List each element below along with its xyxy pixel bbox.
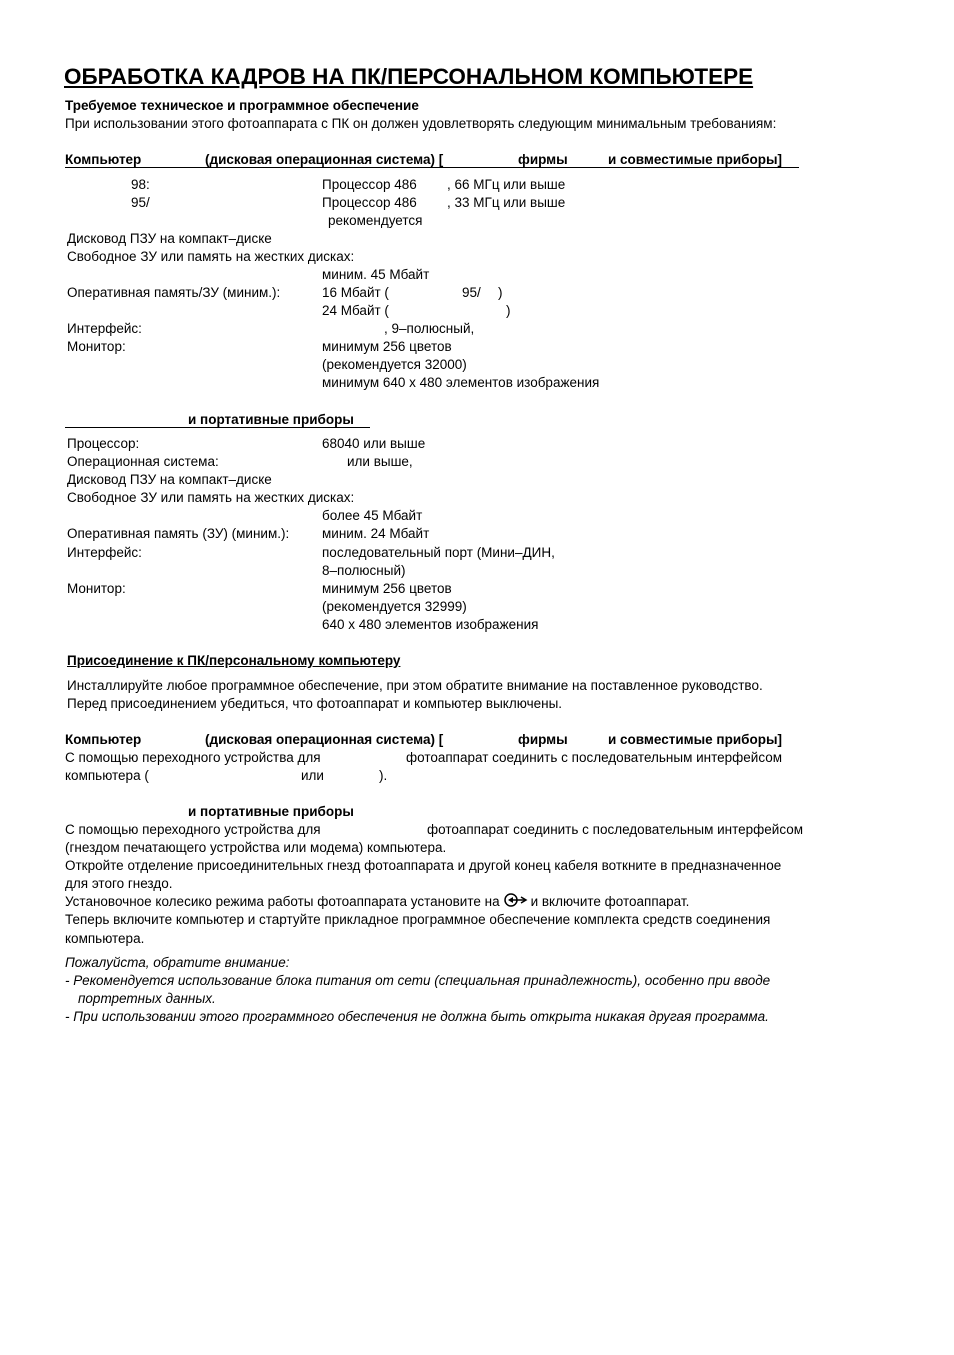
mac-hdd-value: более 45 Мбайт [322,508,423,523]
conn-text7: компьютера. [65,931,145,946]
pc-cdrom: Дисковод ПЗУ на компакт–диске [67,231,272,246]
conn-mac-header: и портативные приборы [188,804,354,819]
mac-hdd-label: Свободное ЗУ или память на жестких дисках: [67,490,355,505]
pc-ram-value2: 24 Мбайт ( [322,303,389,318]
mac-os-value: или выше, [347,454,413,469]
pc-connection-icon [504,893,528,912]
conn-text5 [65,893,689,912]
pc-header-os: (дисковая операционная система) [ [205,152,444,167]
connection-line2: Перед присоединением убедиться, что фотоаппарат и компьютер выключены. [67,696,563,711]
mac-ram-label: Оперативная память (ЗУ) (миним.): [67,526,290,541]
conn-text5a: Установочное колесико режима работы фотоаппарата установите на [65,894,500,910]
pc-cpu-95-speed: , 33 МГц или выше [447,195,566,210]
conn-mac-text2: (гнездом печатающего устройства или модема) компьютера. [65,840,447,855]
conn-pc-text2b: или [301,768,324,783]
conn-pc-text1b: фотоаппарат соединить с последовательным интерфейсом [406,750,783,765]
page-title: ОБРАБОТКА КАДРОВ НА ПК/ПЕРСОНАЛЬНОМ КОМПЬЮТЕРЕ [64,64,754,89]
pc-monitor-label: Монитор: [67,339,126,354]
mac-monitor-value2: (рекомендуется 32999) [322,599,467,614]
mac-interface-label: Интерфейс: [67,545,142,560]
mac-cpu-value: 68040 или выше [322,436,426,451]
pc-header-computer: Компьютер [65,152,142,167]
pc-recommended: рекомендуется [328,213,423,228]
pc-hdd-label: Свободное ЗУ или память на жестких дисках: [67,249,355,264]
conn-text4: для этого гнездо. [65,876,173,891]
pc-os-95: 95/ [131,195,150,210]
conn-text3: Откройте отделение присоединительных гнезд фотоаппарата и другой конец кабеля воткните в предназначенное [65,858,782,873]
mac-header: и портативные приборы [188,412,354,427]
pc-interface-label: Интерфейс: [67,321,142,336]
pc-cpu-98: Процессор 486 [322,177,417,192]
pc-hdd-value: миним. 45 Мбайт [322,267,430,282]
conn-mac-text1a: С помощью переходного устройства для [65,822,321,837]
conn-pc-header-firm: фирмы [518,732,568,747]
pc-cpu-98-speed: , 66 МГц или выше [447,177,566,192]
pc-interface-value: , 9–полюсный, [384,321,475,336]
conn-text6: Теперь включите компьютер и стартуйте прикладное программное обеспечение комплекта средств соединения [65,912,771,927]
pc-ram-value1-os: 95/ [462,285,481,300]
pc-monitor-value2: (рекомендуется 32000) [322,357,467,372]
mac-cpu-label: Процессор: [67,436,140,451]
note1a: - Рекомендуется использование блока питания от сети (специальная принадлежность), особенно при вводе [65,973,771,988]
pc-ram-value2-close: ) [506,303,511,318]
mac-monitor-value1: минимум 256 цветов [322,581,452,596]
pc-header-firm: фирмы [518,152,568,167]
conn-mac-text1b: фотоаппарат соединить с последовательным интерфейсом [427,822,804,837]
conn-pc-text2c: ). [379,768,388,783]
mac-os-label: Операционная система: [67,454,219,469]
mac-interface-value2: 8–полюсный) [322,563,406,578]
pc-ram-value1: 16 Мбайт ( [322,285,389,300]
mac-monitor-value3: 640 x 480 элементов изображения [322,617,539,632]
connection-line1: Инсталлируйте любое программное обеспечение, при этом обратите внимание на поставленное руководство. [67,678,763,693]
conn-pc-text1a: С помощью переходного устройства для [65,750,321,765]
pc-header-compatible: и совместимые приборы] [608,152,782,167]
requirements-intro: При использовании этого фотоаппарата с ПК он должен удовлетворять следующим минимальным требованиям: [65,116,777,131]
conn-text5b: и включите фотоаппарат. [530,894,690,910]
conn-pc-header-computer: Компьютер [65,732,142,747]
requirements-heading: Требуемое техническое и программное обеспечение [65,98,419,113]
pc-ram-label: Оперативная память/ЗУ (миним.): [67,285,281,300]
note2: - При использовании этого программного обеспечения не должна быть открыта никакая другая программа. [65,1009,769,1024]
pc-ram-value1-close: ) [498,285,503,300]
mac-cdrom: Дисковод ПЗУ на компакт–диске [67,472,272,487]
mac-interface-value1: последовательный порт (Мини–ДИН, [322,545,555,560]
notes-heading: Пожалуйста, обратите внимание: [65,955,290,970]
pc-monitor-value1: минимум 256 цветов [322,339,452,354]
mac-ram-value: миним. 24 Мбайт [322,526,430,541]
conn-pc-header-os: (дисковая операционная система) [ [205,732,444,747]
connection-heading: Присоединение к ПК/персональному компьютеру [67,653,401,668]
pc-cpu-95: Процессор 486 [322,195,417,210]
conn-pc-header-compatible: и совместимые приборы] [608,732,782,747]
pc-os-98: 98: [131,177,150,192]
note1b: портретных данных. [78,991,216,1006]
conn-pc-text2a: компьютера ( [65,768,149,783]
mac-monitor-label: Монитор: [67,581,126,596]
pc-monitor-value3: минимум 640 x 480 элементов изображения [322,375,600,390]
